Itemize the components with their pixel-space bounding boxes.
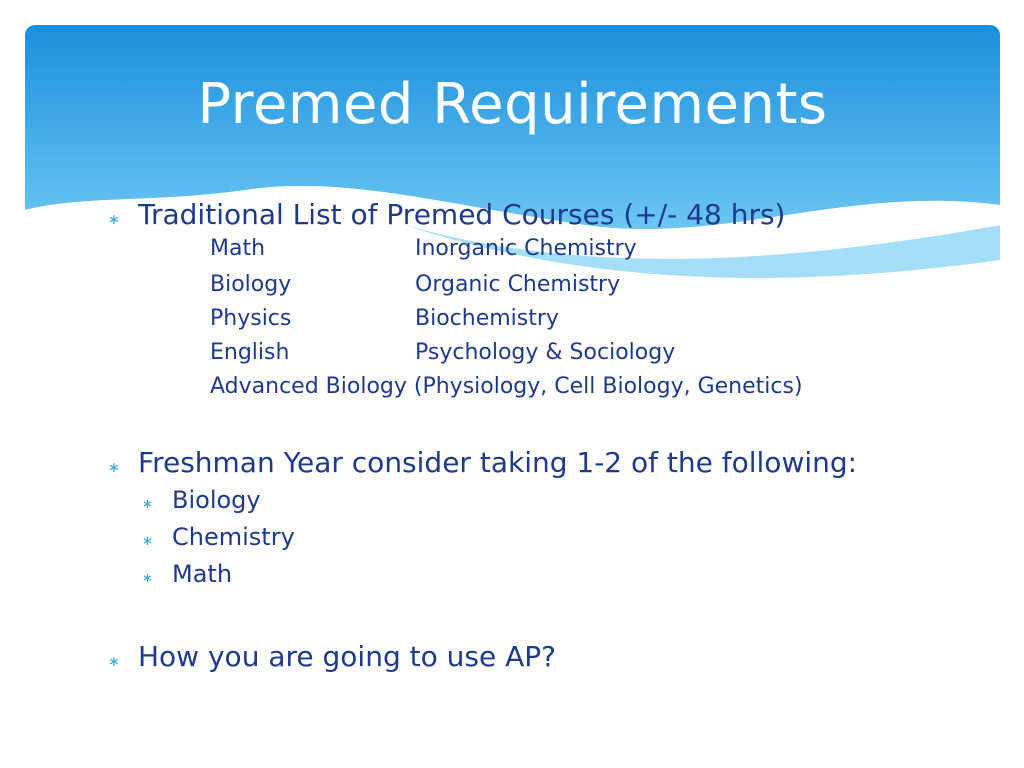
bullet-text: Freshman Year consider taking 1-2 of the following: [138, 446, 858, 479]
sub-bullet-text: Chemistry [172, 523, 295, 551]
course-left: English [210, 340, 290, 365]
course-right: Inorganic Chemistry [415, 236, 637, 261]
bullet-item [108, 446, 857, 479]
bullet-icon: ∗ [142, 570, 153, 585]
bullet-text: How you are going to use AP? [138, 640, 556, 673]
bullet-icon: ∗ [108, 211, 120, 227]
course-right: Biochemistry [415, 306, 559, 331]
sub-bullet-text: Math [172, 560, 233, 588]
bullet-text: Traditional List of Premed Courses (+/- 48 hrs) [138, 198, 786, 231]
course-right: Psychology & Sociology [415, 340, 676, 365]
bullet-item [108, 198, 785, 231]
course-right: Organic Chemistry [415, 272, 621, 297]
course-left: Physics [210, 306, 292, 331]
sub-bullet-text: Biology [172, 486, 261, 514]
bullet-icon: ∗ [108, 653, 120, 669]
course-left: Math [210, 236, 266, 261]
slide-title: Premed Requirements [197, 72, 828, 137]
sub-bullet-item [142, 560, 232, 588]
bullet-icon: ∗ [142, 533, 153, 548]
sub-bullet-item [142, 486, 261, 514]
sub-bullet-item [142, 523, 295, 551]
course-left: Biology [210, 272, 292, 297]
bullet-icon: ∗ [108, 459, 120, 475]
bullet-icon: ∗ [142, 496, 153, 511]
bullet-item [108, 640, 556, 673]
course-extra: Advanced Biology (Physiology, Cell Biology, Genetics) [210, 374, 803, 399]
